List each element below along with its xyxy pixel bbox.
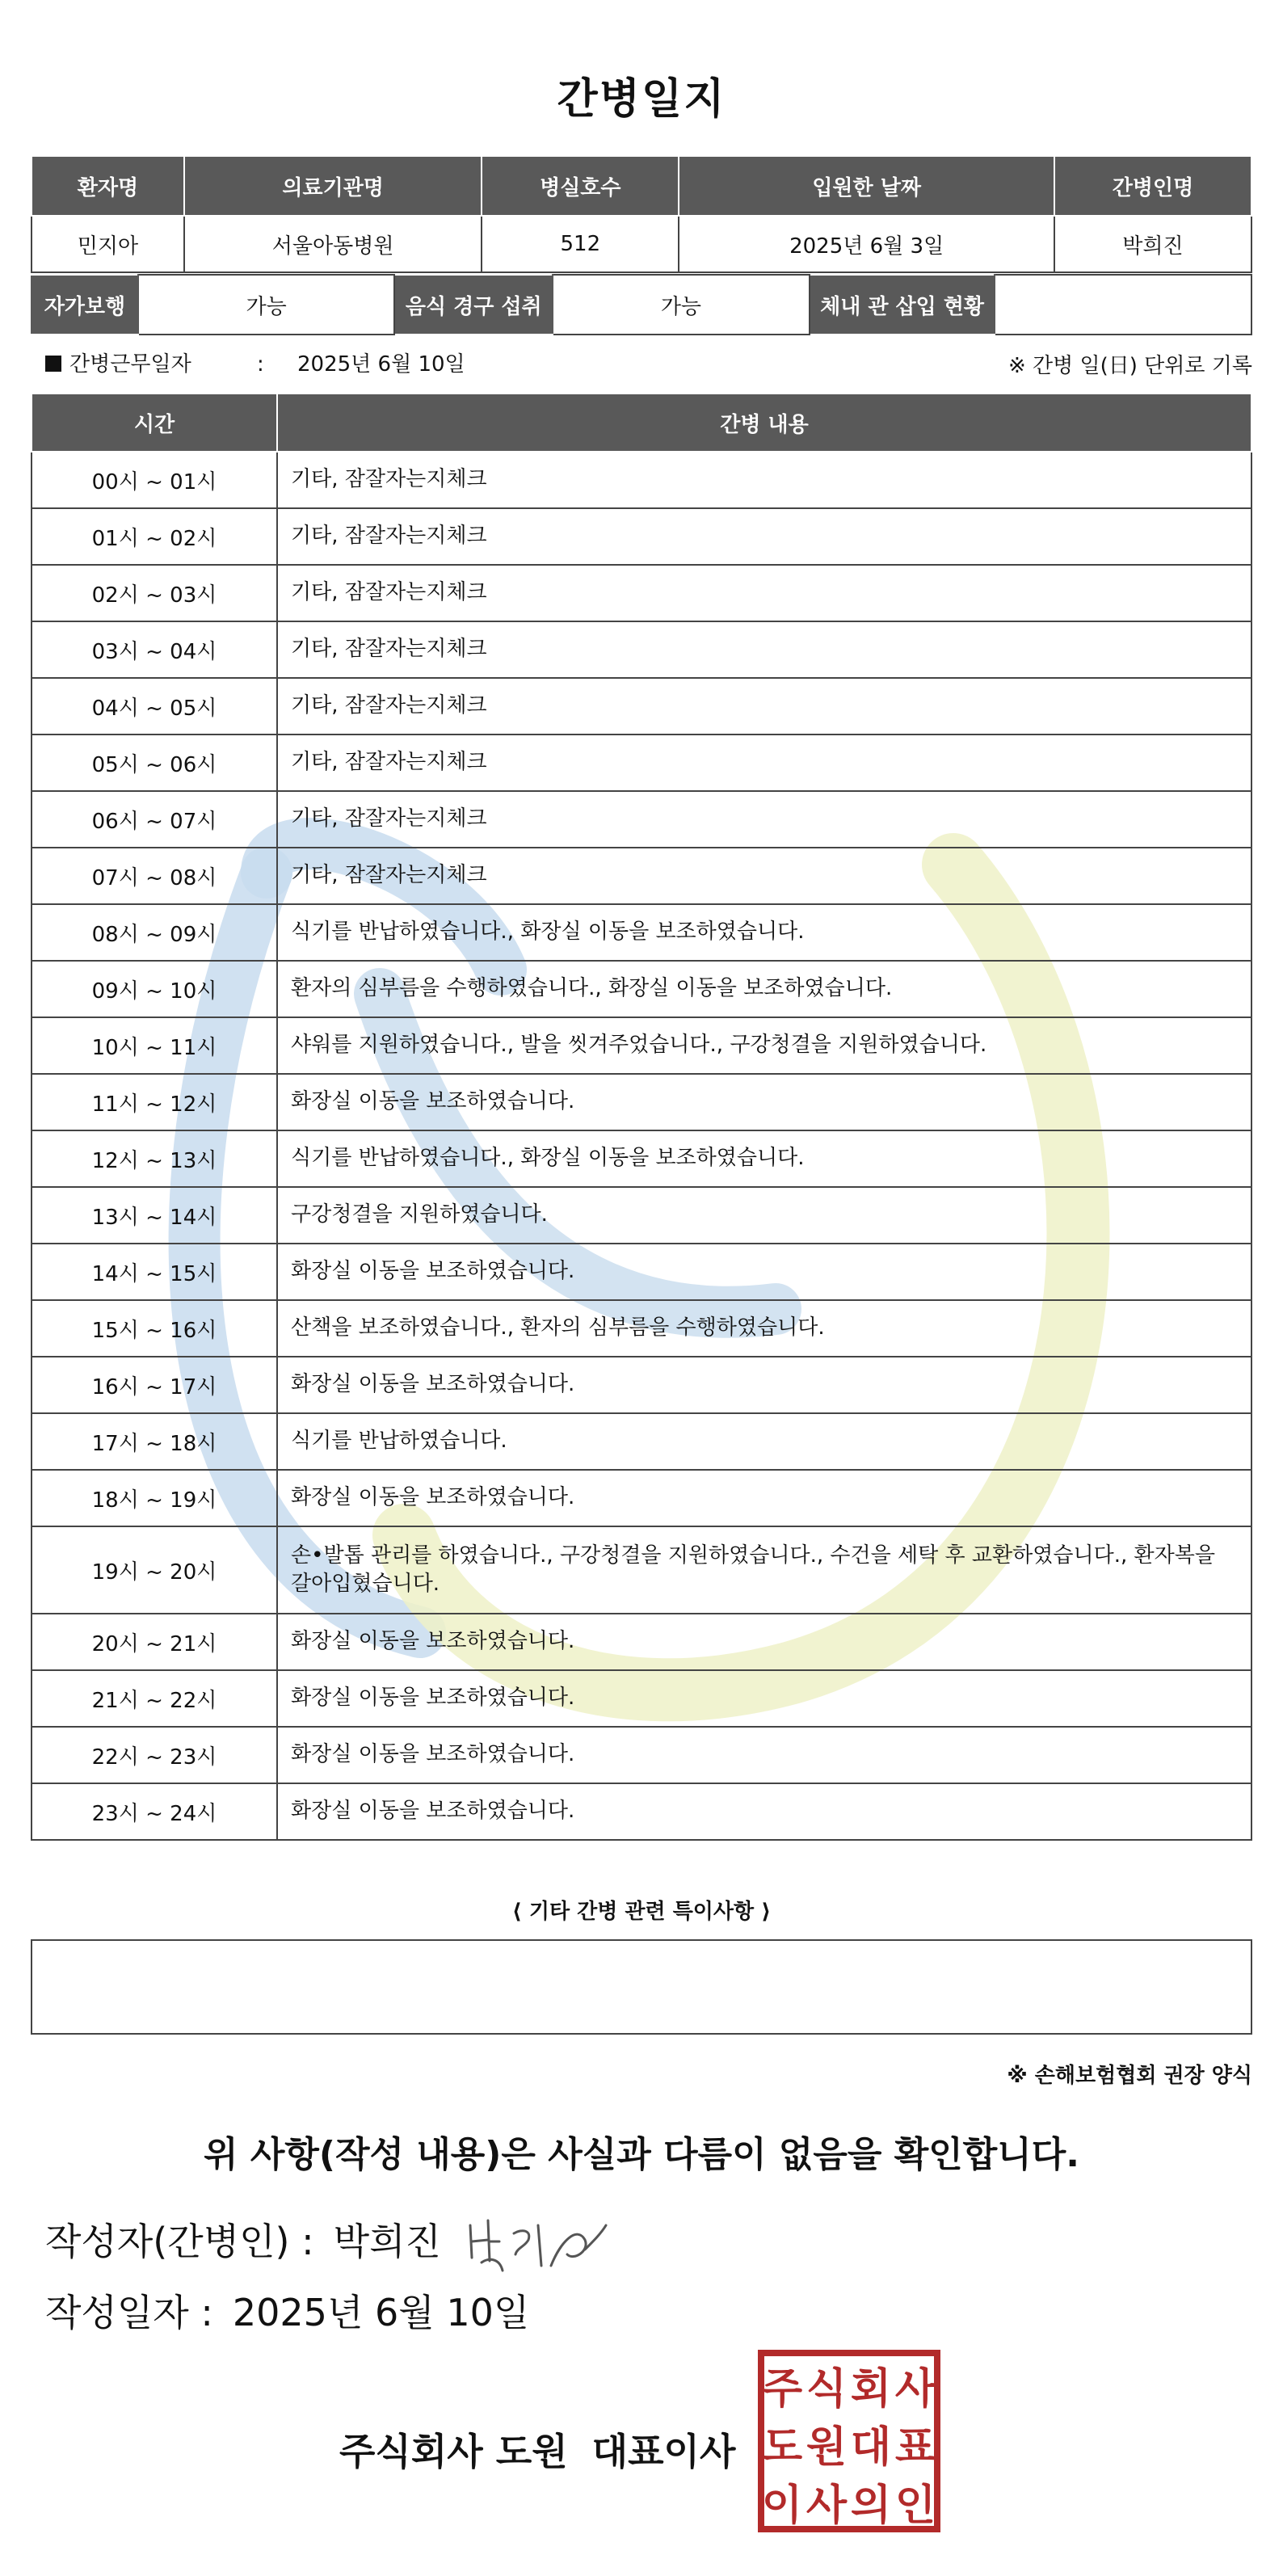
patient-status-table (31, 274, 1252, 335)
log-time-cell: 12시 ~ 13시 (32, 1130, 277, 1187)
care-log-row (32, 791, 1251, 848)
handwritten-signature (464, 2209, 609, 2282)
care-log-row (32, 1017, 1251, 1074)
log-content-cell: 환자의 심부름을 수행하였습니다., 화장실 이동을 보조하였습니다. (277, 961, 1251, 1017)
document-title: 간병일지 (557, 75, 726, 124)
care-log-row (32, 1413, 1251, 1470)
log-content-cell: 기타, 잠잘자는지체크 (277, 621, 1251, 678)
log-content-cell: 산책을 보조하였습니다., 환자의 심부름을 수행하였습니다. (277, 1300, 1251, 1357)
log-content-cell: 식기를 반납하였습니다., 화장실 이동을 보조하였습니다. (277, 904, 1251, 961)
log-time-cell: 02시 ~ 03시 (32, 565, 277, 621)
record-unit-note: ※ 간병 일(日) 단위로 기록 (1007, 354, 1252, 378)
log-time-cell: 03시 ~ 04시 (32, 621, 277, 678)
log-content-cell: 식기를 반납하였습니다. (277, 1413, 1251, 1470)
log-time-cell: 09시 ~ 10시 (32, 961, 277, 1017)
log-time-cell: 18시 ~ 19시 (32, 1470, 277, 1526)
log-content-cell: 식기를 반납하였습니다., 화장실 이동을 보조하였습니다. (277, 1130, 1251, 1187)
care-log-row (32, 961, 1251, 1017)
care-log-row (32, 848, 1251, 904)
seal-glyph: 회 (850, 2365, 892, 2414)
log-content-cell: 기타, 잠잘자는지체크 (277, 791, 1251, 848)
care-log-row (32, 1074, 1251, 1130)
log-time-cell: 14시 ~ 15시 (32, 1244, 277, 1300)
caregiver-name-value: 박희진 (1054, 216, 1251, 272)
writer-label: 작성자(간병인) : (45, 2220, 314, 2263)
patient-info-table (31, 155, 1252, 273)
seal-glyph: 인 (894, 2481, 936, 2530)
log-time-cell: 16시 ~ 17시 (32, 1357, 277, 1413)
log-content-cell: 화장실 이동을 보조하였습니다. (277, 1074, 1251, 1130)
admission-date-value: 2025년 6월 3일 (679, 216, 1054, 272)
patient-status-row (32, 275, 1251, 335)
log-content-cell: 화장실 이동을 보조하였습니다. (277, 1357, 1251, 1413)
log-time-cell: 04시 ~ 05시 (32, 678, 277, 734)
seal-glyph: 표 (894, 2423, 936, 2472)
log-time-cell: 07시 ~ 08시 (32, 848, 277, 904)
company-ceo-title: 대표이사 (591, 2430, 736, 2473)
self-walk-value: 가능 (138, 275, 395, 335)
log-content-cell: 기타, 잠잘자는지체크 (277, 452, 1251, 508)
log-time-cell: 00시 ~ 01시 (32, 452, 277, 508)
square-bullet-icon (45, 356, 61, 372)
oral-intake-value: 가능 (553, 275, 810, 335)
seal-glyph: 사 (894, 2365, 936, 2414)
room-number-value: 512 (482, 216, 679, 272)
log-time-cell: 21시 ~ 22시 (32, 1670, 277, 1727)
care-log-row (32, 565, 1251, 621)
log-time-cell: 17시 ~ 18시 (32, 1413, 277, 1470)
header-caregiver-name: 간병인명 (1054, 156, 1251, 216)
company-seal-stamp (758, 2350, 940, 2532)
work-date-colon: : (257, 352, 264, 377)
care-log-row (32, 1244, 1251, 1300)
seal-glyph: 주 (761, 2365, 803, 2414)
log-time-cell: 20시 ~ 21시 (32, 1614, 277, 1670)
care-log-row (32, 904, 1251, 961)
seal-glyph: 이 (761, 2481, 803, 2530)
work-date-value: 2025년 6월 10일 (297, 352, 465, 377)
care-log-row (32, 1187, 1251, 1244)
care-log-row (32, 1727, 1251, 1783)
confirmation-statement: 위 사항(작성 내용)은 사실과 다름이 없음을 확인합니다. (204, 2134, 1079, 2175)
care-log-row (32, 1130, 1251, 1187)
header-patient-name: 환자명 (32, 156, 184, 216)
log-time-cell: 22시 ~ 23시 (32, 1727, 277, 1783)
patient-name-value: 민지아 (32, 216, 184, 272)
tube-status-value (995, 275, 1251, 335)
seal-glyph: 식 (806, 2365, 848, 2414)
seal-glyph: 사 (806, 2481, 848, 2530)
writer-value: 박희진 (333, 2220, 441, 2263)
special-notes-title: ⟨ 기타 간병 관련 특이사항 ⟩ (511, 1900, 772, 1924)
log-content-cell: 화장실 이동을 보조하였습니다. (277, 1670, 1251, 1727)
work-date-line (45, 347, 465, 377)
log-content-cell: 기타, 잠잘자는지체크 (277, 565, 1251, 621)
care-log-table (31, 393, 1252, 1841)
log-time-cell: 15시 ~ 16시 (32, 1300, 277, 1357)
care-log-header-row (32, 394, 1251, 452)
care-log-row (32, 621, 1251, 678)
log-content-cell: 샤워를 지원하였습니다., 발을 씻겨주었습니다., 구강청결을 지원하였습니다. (277, 1017, 1251, 1074)
log-time-cell: 10시 ~ 11시 (32, 1017, 277, 1074)
patient-info-header-row (32, 156, 1251, 216)
log-time-cell: 11시 ~ 12시 (32, 1074, 277, 1130)
log-content-cell: 구강청결을 지원하였습니다. (277, 1187, 1251, 1244)
work-date-label: 간병근무일자 (69, 352, 191, 377)
log-content-cell: 화장실 이동을 보조하였습니다. (277, 1783, 1251, 1840)
oral-intake-label: 음식 경구 섭취 (394, 275, 553, 335)
care-log-row (32, 678, 1251, 734)
log-content-cell: 기타, 잠잘자는지체크 (277, 678, 1251, 734)
header-room-number: 병실호수 (482, 156, 679, 216)
log-time-cell: 05시 ~ 06시 (32, 734, 277, 791)
log-content-cell: 화장실 이동을 보조하였습니다. (277, 1614, 1251, 1670)
written-date-line (45, 2283, 529, 2337)
log-time-cell: 23시 ~ 24시 (32, 1783, 277, 1840)
care-log-row (32, 734, 1251, 791)
written-date-value: 2025년 6월 10일 (232, 2291, 530, 2334)
log-content-cell: 손•발톱 관리를 하였습니다., 구강청결을 지원하였습니다., 수건을 세탁 후 교환하였습니다., 환자복을 갈아입혔습니다. (277, 1526, 1251, 1614)
self-walk-label: 자가보행 (32, 275, 138, 335)
log-content-cell: 화장실 이동을 보조하였습니다. (277, 1470, 1251, 1526)
company-line (339, 2422, 735, 2476)
special-notes-box (31, 1939, 1252, 2035)
tube-status-label: 체내 관 삽입 현황 (810, 275, 995, 335)
care-log-body (32, 452, 1251, 1840)
log-time-cell: 13시 ~ 14시 (32, 1187, 277, 1244)
care-log-row (32, 1300, 1251, 1357)
care-log-row (32, 1614, 1251, 1670)
care-log-row (32, 508, 1251, 565)
log-content-cell: 화장실 이동을 보조하였습니다. (277, 1727, 1251, 1783)
care-log-row (32, 1783, 1251, 1840)
care-log-row (32, 452, 1251, 508)
company-name: 주식회사 도원 (339, 2430, 568, 2473)
log-content-cell: 기타, 잠잘자는지체크 (277, 508, 1251, 565)
log-time-cell: 06시 ~ 07시 (32, 791, 277, 848)
log-content-cell: 기타, 잠잘자는지체크 (277, 734, 1251, 791)
header-admission-date: 입원한 날짜 (679, 156, 1054, 216)
content-column-header: 간병 내용 (277, 394, 1251, 452)
seal-glyph: 도 (761, 2423, 803, 2472)
seal-glyph: 원 (806, 2423, 848, 2472)
hospital-name-value: 서울아동병원 (184, 216, 482, 272)
written-date-label: 작성일자 : (45, 2291, 213, 2334)
writer-line (45, 2212, 441, 2266)
care-log-row (32, 1526, 1251, 1614)
patient-info-value-row (32, 216, 1251, 272)
log-time-cell: 19시 ~ 20시 (32, 1526, 277, 1614)
header-hospital-name: 의료기관명 (184, 156, 482, 216)
log-content-cell: 기타, 잠잘자는지체크 (277, 848, 1251, 904)
care-log-row (32, 1357, 1251, 1413)
seal-glyph: 의 (850, 2481, 892, 2530)
seal-glyph: 대 (850, 2423, 892, 2472)
log-time-cell: 01시 ~ 02시 (32, 508, 277, 565)
care-log-row (32, 1470, 1251, 1526)
log-time-cell: 08시 ~ 09시 (32, 904, 277, 961)
log-content-cell: 화장실 이동을 보조하였습니다. (277, 1244, 1251, 1300)
care-log-row (32, 1670, 1251, 1727)
recommended-form-note: ※ 손해보험협회 권장 양식 (1007, 2064, 1252, 2088)
time-column-header: 시간 (32, 394, 277, 452)
